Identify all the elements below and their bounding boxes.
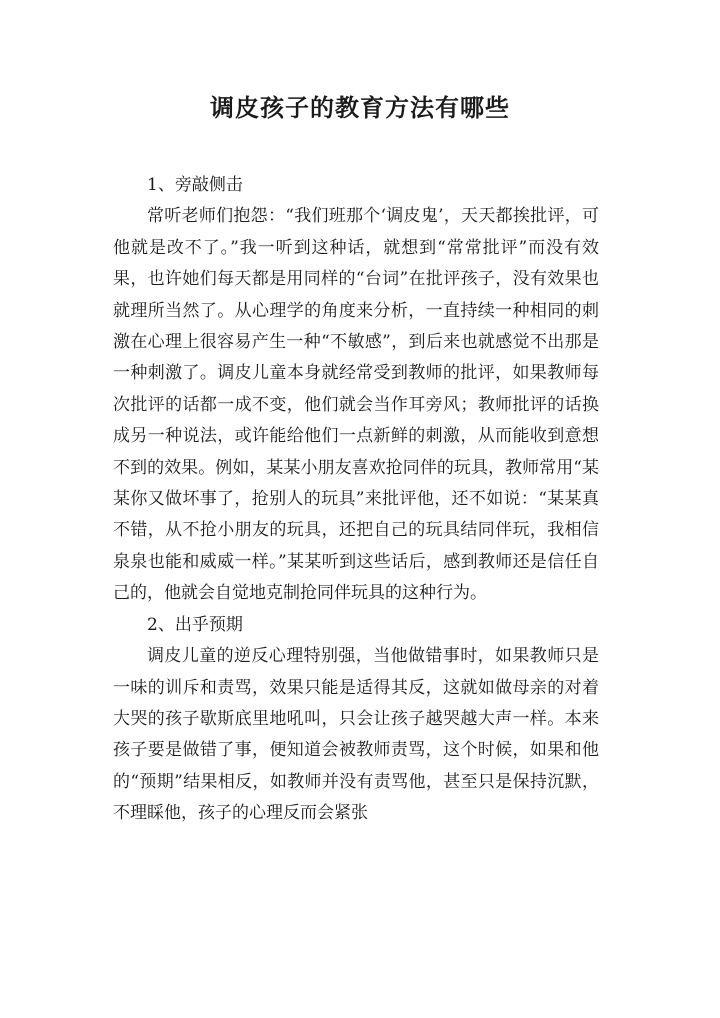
section-heading-2: 2、出乎预期 <box>147 614 243 635</box>
section-heading-1: 1、旁敲侧击 <box>147 175 243 195</box>
document-body <box>113 170 599 830</box>
page-title: 调皮孩子的教育方法有哪些 <box>210 93 510 122</box>
section-paragraph-1: 常听老师们抱怨：“我们班那个‘调皮鬼’，天天都挨批评，可他就是改不了。”我一听到这种话，就想到“常常批评”而没有效果，也许她们每天都是用同样的“台词”在批评孩子，没有效果也就理所当然了。从心理学的角度来分析，一直持续一种相同的刺激在心理上很容易产生一种“不敏感”，到后来也就感觉不出那是一种刺激了。调皮儿童本身就经常受到教师的批评，如果教师每次批评的话都一成不变，他们就会当作耳旁风；教师批评的话换成另一种说法，或许能给他们一点新鲜的刺激，从而能收到意想不到的效果。例如，某某小朋友喜欢抢同伴的玩具，教师常用“某某你又做坏事了，抢别人的玩具”来批评他，还不如说：“某某真不错，从不抢小朋友的玩具，还把自己的玩具结同伴玩，我相信泉泉也能和威威一样。”某某听到这些话后，感到教师还是信任自己的，他就会自觉地克制抢同伴玩具的这种行为。 <box>113 206 599 604</box>
section-paragraph-2: 调皮儿童的逆反心理特别强，当他做错事时，如果教师只是一味的训斥和责骂，效果只能是适得其反，这就如做母亲的对着大哭的孩子歇斯底里地吼叫，只会让孩子越哭越大声一样。本来孩子要是做错了事，便知道会被教师责骂，这个时候，如果和他的“预期”结果相反，如教师并没有责骂他，甚至只是保持沉默，不理睬他，孩子的心理反而会紧张 <box>113 646 599 824</box>
